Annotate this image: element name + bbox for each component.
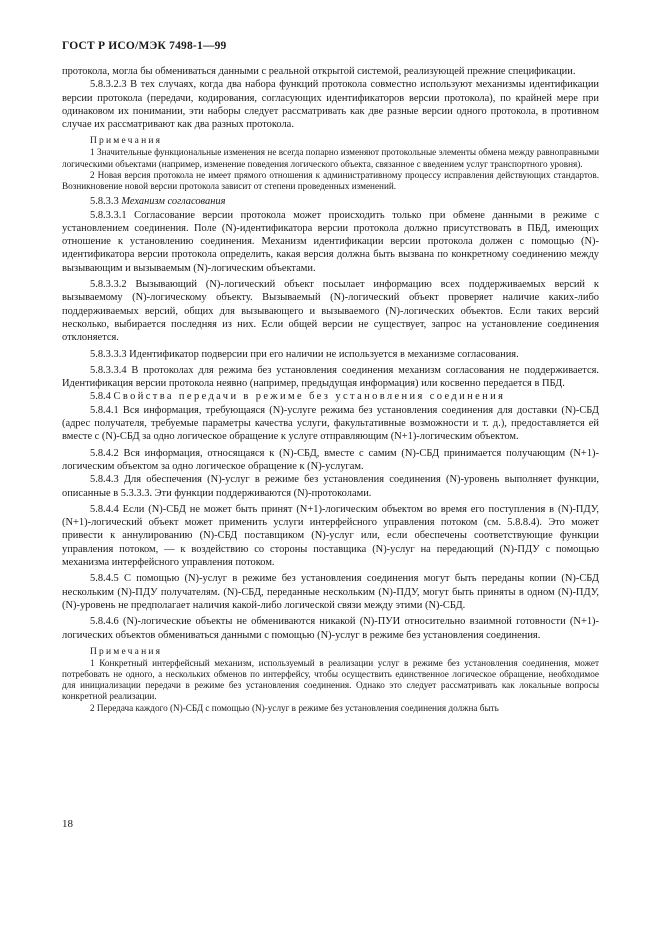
notes-title: Примечания [90,136,163,147]
section-number: 5.8.4 [90,391,111,403]
document-body [62,65,599,714]
paragraph-5-8-3-3-3: 5.8.3.3.3 Идентификатор подверсии при его наличии не используется в механизме согласования. [90,348,519,360]
notes-block-1 [62,135,599,192]
section-title: Свойства передачи в режиме без установления соединения [113,391,506,403]
paragraph-5-8-4-3: 5.8.4.3 Для обеспечения (N)-услуг в режиме без установления соединения (N)-уровень выполняет функции, описанные в 5.3.3.3. Эти функции поддерживаются (N)-протоколами. [62,474,599,499]
clause-number: 5.8.3.2.3 [90,79,127,91]
paragraph-5-8-3-3-1: 5.8.3.3.1 Согласование версии протокола может происходить только при обмене данными в режиме с установлением соединения. Поле (N)-идентификатора версии протокола должно присутствовать в ПБД, имеющих отношение к установлению соединения. Механизм идентификации версии протокола должен с помощью (N)-идентификатора версии протокола определить, какая версия должна быть вызвана по конкретному соединению между вызывающим и вызываемым (N)-логическим объектами. [62,209,599,274]
paragraph-5-8-4-6: 5.8.4.6 (N)-логические объекты не обмениваются никакой (N)-ПУИ относительно взаимной готовности (N+1)-логических объектов обмениваться данными с помощью (N)-услуг в режиме без установления соединения. [62,616,599,641]
paragraph-5-8-4-1: 5.8.4.1 Вся информация, требующаяся (N)-услуге режима без установления соединения для доставки (N)-СБД (адрес получателя, требуемые параметры качества услуги, факультативные возможности и т. д.), предоставляется ей вместе с (N)-СБД за одно логическое обращение к услуге отправляющим (N+1)-логическим объектом. [62,404,599,443]
section-heading-5-8-3-3 [62,195,599,208]
notes-title: Примечания [90,646,163,657]
paragraph-5-8-3-3-2: 5.8.3.3.2 Вызывающий (N)-логический объект посылает информацию всех поддерживаемых версий к вызываемому (N)-логическому объекту. Вызываемый (N)-логический объект проверяет наличие каких-либо поддерживаемых версий, общих для вызывающего и вызываемого (N)-логических объектов. Если таких версий несколько, выбирается последняя из них. Если общей версии не существует, запрос на установление соединения отклоняется. [62,279,599,344]
note-2: 2 Новая версия протокола не имеет прямого отношения к административному процессу исправления действующих стандартов. Возникновение новой версии протокола зависит от степени проведенных изменений. [62,169,599,192]
paragraph-5-8-4-2: 5.8.4.2 Вся информация, относящаяся к (N)-СБД, вместе с самим (N)-СБД принимается получающим (N+1)-логическим объектом за одно логическое обращение к (N)-услугам. [62,447,599,472]
note-1: 1 Конкретный интерфейсный механизм, используемый в реализации услуг в режиме без установления соединения, может потребовать не одного, а нескольких обменов по интерфейсу, чтобы осуществить единственное логическое обращение, необходимое для инициализации передачи в режиме без установления соединения. Однако это следует рассматривать как локальные вопросы конкретной реализации. [62,657,599,702]
note-2: 2 Передача каждого (N)-СБД с помощью (N)-услуг в режиме без установления соединения должна быть [90,702,499,713]
note-1: 1 Значительные функциональные изменения не всегда попарно изменяют протокольные элементы обмена между равноправными логическими объектами (например, изменение поведения логического объекта, связанное с введением услуг транспортного уровня). [62,147,599,169]
paragraph-5-8-3-3-4: 5.8.3.3.4 В протоколах для режима без установления соединения механизм согласования не поддерживается. Идентификация версии протокола неявно (например, предыдущая информация) или косвенно передается в ПБД. [62,364,599,390]
section-number: 5.8.3.3 [90,196,119,208]
paragraph-5-8-4-5: 5.8.4.5 С помощью (N)-услуг в режиме без установления соединения могут быть переданы копии (N)-СБД нескольким (N)-ПДУ получателям. (N)-СБД, переданные нескольким (N)-ПДУ, могут быть приняты в одном (N)-ПДУ, (N)-уровень не предполагает наличия какой-либо логической связи между этими (N)-СБД. [62,573,599,611]
notes-block-2 [62,646,599,714]
paragraph-continuation: протокола, могла бы обмениваться данными с реальной открытой системой, реализующей прежние спецификации. [62,66,576,77]
document-header: ГОСТ Р ИСО/МЭК 7498-1—99 [62,40,227,52]
page-number: 18 [62,818,73,830]
clause-text: В тех случаях, когда два набора функций протокола совместно используют механизмы идентификации версии протокола (передачи, кодирования, согласующих идентификаторов версии протокола), по крайней мере при одинаковом их понимании, эти наборы следует рассматривать как две разные версии одного протокола, в противном случае их рассматривают как два разных протокола. [62,79,599,131]
section-title: Механизм согласования [121,196,226,208]
section-heading-5-8-4 [62,390,599,403]
paragraph-5-8-3-2-3 [62,78,599,131]
paragraph-5-8-4-4: 5.8.4.4 Если (N)-СБД не может быть принят (N+1)-логическим объектом во время его поступления в (N)-ПДУ, (N+1)-логический объект может применить услуги интерфейсного управления потоком (см. 5.8.8.4). Это может привести к аннулированию (N)-СБД поставщиком (N)-услуг или, если обеспечены соответствующие функции управления потоком, — к воздействию со стороны поставщика (N)-услуг на передающий (N)-ПДУ с помощью механизма интерфейсного управления потоком. [62,503,599,569]
